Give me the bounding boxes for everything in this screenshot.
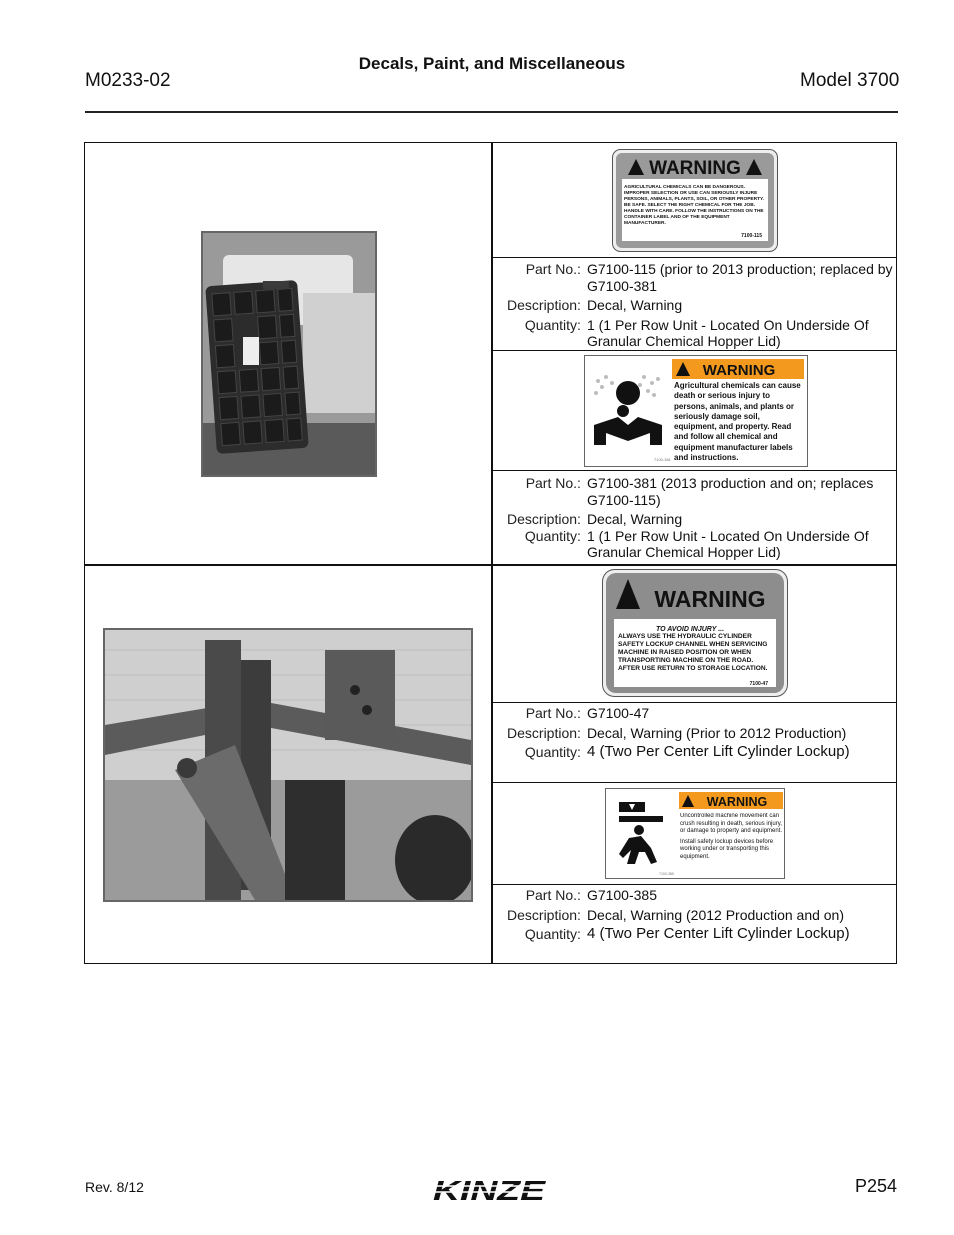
part-no-label: Part No.: [525,475,581,491]
description-label: Description: [507,724,581,741]
description-value: Decal, Warning [586,297,683,313]
svg-text:7100-381: 7100-381 [654,457,671,462]
section-divider [85,564,896,566]
revision-label: Rev. 8/12 [85,1179,144,1195]
row-divider [491,884,896,885]
part-no-value: G7100-115 (prior to 2013 production; replaced by G7100-381 [586,261,893,294]
decal-body-text: AGRICULTURAL CHEMICALS CAN BE DANGEROUS. IMPROPER SELECTION OR USE CAN SERIOUSLY INJURE PERSONS, ANIMALS, PLANTS, SOIL, OR OTHER PROPERTY. BE SAFE. SELECT THE RIGHT CHEMICAL FOR THE JOB. HANDLE WITH CARE. FOLLOW THE INSTRUCTIONS ON THE CONTAINER LABEL AND OF THE EQUIPMENT MANUFACTURER. [624,185,765,226]
row-divider [491,470,896,471]
quantity-label: Quantity: [524,316,581,333]
quantity-count: 4 ( [586,925,605,942]
description-label: Description: [507,511,581,527]
svg-text:7100-385: 7100-385 [659,872,674,876]
decal-body-text: ALWAYS USE THE HYDRAULIC CYLINDER SAFETY LOCKUP CHANNEL WHEN SERVICING MACHINE IN RAISED POSITION OR WHEN TRANSPORTING MACHINE ON THE ROAD. AFTER USE RETURN TO STORAGE LOCATION. [618,633,768,672]
decal-body-text: Agricultural chemicals can cause death or serious injury to persons, animals, and plants or seriously damage soil, equipment, and property. Read and follow all chemical and equipment manufacturer labels and instructions. [674,381,801,463]
part-no-value: G7100-47 [586,705,650,721]
row-divider [491,702,896,703]
part-no-value: G7100-385 [586,887,657,903]
manual-id: M0233-02 [85,70,171,91]
decal-info-7100-385 [492,887,896,943]
quantity-value: 1 (1 Per Row Unit - Located On Underside Of Granular Chemical Hopper Lid) [586,527,869,560]
decal-header: WARNING [654,586,766,612]
quantity-label: Quantity: [524,744,581,760]
description-value: Decal, Warning (2012 Production and on) [586,906,845,923]
row-divider [491,350,896,351]
section-title: Decals, Paint, and Miscellaneous [358,54,626,73]
quantity-value [587,741,896,761]
description-label: Description: [507,297,581,313]
description-value: Decal, Warning (Prior to 2012 Production) [586,724,847,741]
decal-7100-385 [605,788,785,879]
quantity-value: 1 (1 Per Row Unit - Located On Underside Of Granular Chemical Hopper Lid) [586,316,869,349]
part-no-value: G7100-381 (2013 production and on; replaces G7100-115) [586,475,874,508]
kinze-logo [431,1174,553,1206]
decal-header: WARNING [702,362,776,379]
decal-header: WARNING [706,795,768,809]
lift-cylinder-photo [103,628,473,902]
quantity-detail: Two Per Center Lift Cylinder Lockup) [604,925,850,942]
decal-7100-381 [584,355,808,467]
row-divider [491,782,896,783]
decal-code: 7100-115 [741,233,762,239]
brand-name: KINZE [433,1175,547,1206]
header-divider [85,111,898,113]
decal-info-7100-115 [492,261,896,350]
decal-info-7100-47 [492,705,896,761]
decal-7100-47 [602,569,788,697]
decal-body-text: Uncontrolled machine movement can crush resulting in death, serious injury, or damage to property and equipment. [680,813,783,835]
model-name: Model 3700 [800,70,900,91]
decal-subheader: TO AVOID INJURY ... [655,626,725,633]
quantity-detail: Two Per Center Lift Cylinder Lockup) [604,743,850,760]
quantity-label: Quantity: [524,926,581,942]
description-value: Decal, Warning [586,511,683,527]
decal-header: WARNING [649,158,741,179]
hopper-lid-photo [201,231,377,477]
description-label: Description: [507,906,581,923]
decal-info-7100-381 [492,475,896,561]
row-divider [491,257,896,258]
part-no-label: Part No.: [525,705,581,721]
quantity-value [587,923,896,943]
decal-body-text: Install safety lockup devices before working under or transporting this equipment. [680,838,774,860]
page-number: P254 [855,1176,898,1196]
part-no-label: Part No.: [525,887,581,903]
quantity-count: 4 ( [586,743,605,760]
decal-code: 7100-47 [749,681,768,687]
quantity-label: Quantity: [524,527,581,544]
decal-7100-115 [612,149,778,252]
decal-table [84,142,897,964]
part-no-label: Part No.: [525,261,581,277]
